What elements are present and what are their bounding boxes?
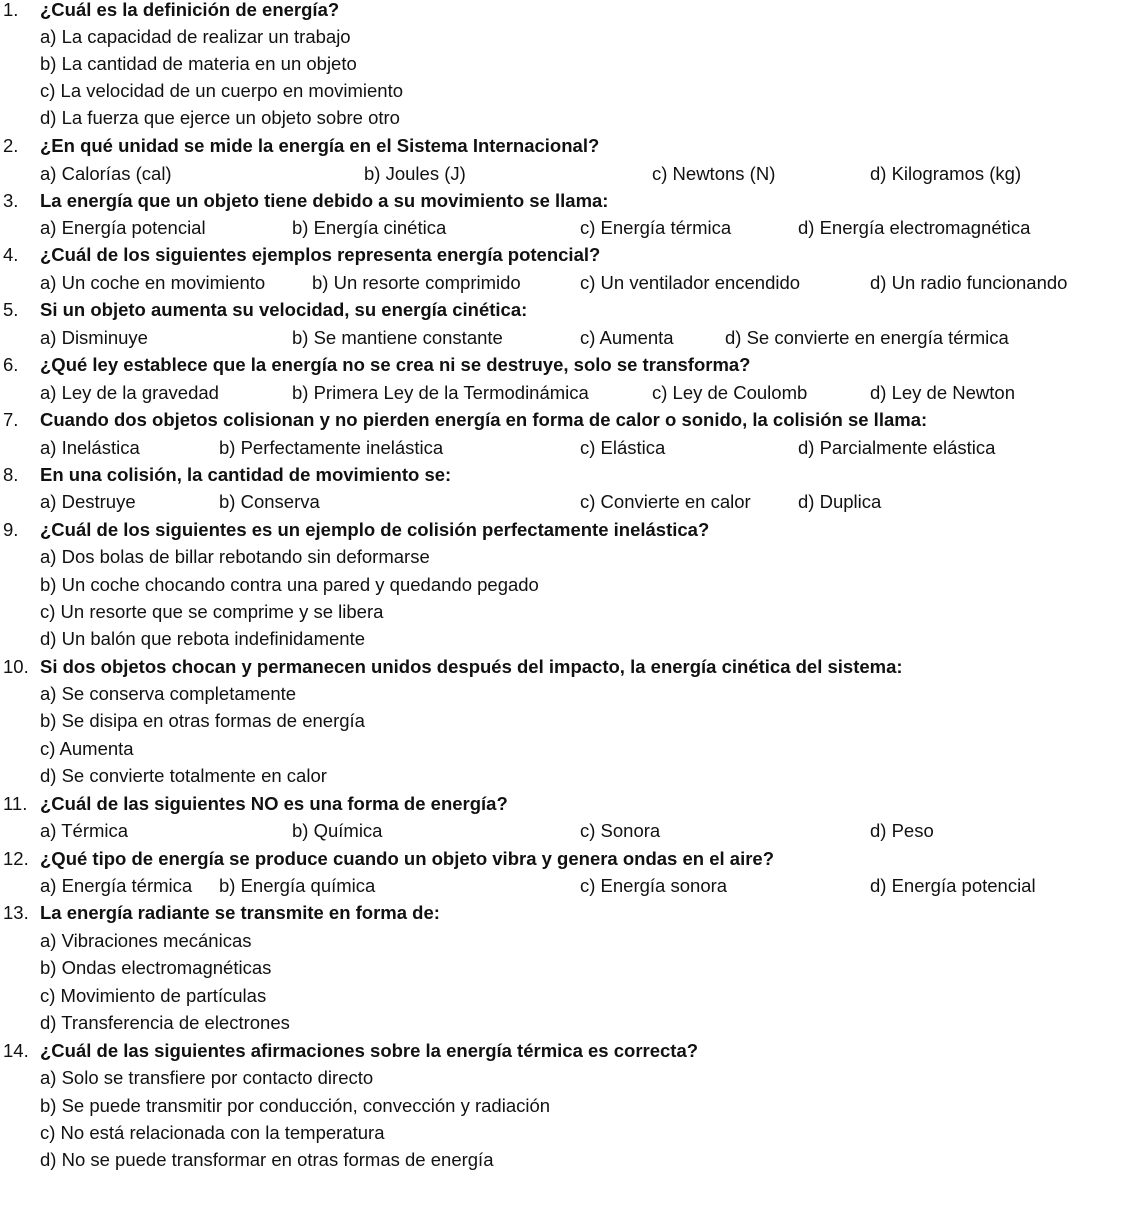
option-c: c) Elástica [580,437,666,458]
question-text: ¿Qué ley establece que la energía no se crea ni se destruye, solo se transforma? [40,354,751,375]
option-a: a) Térmica [40,820,129,841]
question-1-option-row [0,77,1127,104]
option-b: b) Se disipa en otras formas de energía [40,710,365,731]
question-14-option-row [0,1064,1127,1091]
question-number: 7. [3,409,19,430]
option-d: d) Un radio funcionando [870,272,1068,293]
question-11 [0,790,1127,817]
question-3-option-row [0,214,1127,241]
question-number: 3. [3,190,19,211]
question-14-option-row [0,1092,1127,1119]
question-text: En una colisión, la cantidad de movimiento se: [40,464,452,485]
question-5-option-row [0,324,1127,351]
option-c: c) Movimiento de partículas [40,985,267,1006]
option-d: d) Parcialmente elástica [798,437,996,458]
question-13 [0,899,1127,926]
question-text: ¿En qué unidad se mide la energía en el Sistema Internacional? [40,135,600,156]
question-9-option-row [0,625,1127,652]
option-a: a) Solo se transfiere por contacto directo [40,1067,374,1088]
question-text: Si un objeto aumenta su velocidad, su energía cinética: [40,299,528,320]
option-a: a) Inelástica [40,437,140,458]
option-c: c) Sonora [580,820,661,841]
question-number: 2. [3,135,19,156]
option-c: c) Aumenta [580,327,674,348]
option-b: b) Joules (J) [364,163,466,184]
question-6 [0,351,1127,378]
question-number: 14. [3,1040,29,1061]
option-b: b) Ondas electromagnéticas [40,957,272,978]
question-number: 8. [3,464,19,485]
question-10-option-row [0,680,1127,707]
option-b: b) Perfectamente inelástica [219,437,444,458]
question-13-option-row [0,954,1127,981]
question-12-option-row [0,872,1127,899]
option-b: b) Primera Ley de la Termodinámica [292,382,589,403]
option-b: b) Energía cinética [292,217,447,238]
option-d: d) Un balón que rebota indefinidamente [40,628,366,649]
question-5 [0,296,1127,323]
question-1-option-row [0,23,1127,50]
option-b: b) Un coche chocando contra una pared y quedando pegado [40,574,539,595]
option-d: d) Energía electromagnética [798,217,1031,238]
question-2-option-row [0,160,1127,187]
option-d: d) Se convierte totalmente en calor [40,765,327,786]
option-d: d) La fuerza que ejerce un objeto sobre otro [40,107,400,128]
question-10 [0,653,1127,680]
question-13-option-row [0,927,1127,954]
question-6-option-row [0,379,1127,406]
question-4-option-row [0,269,1127,296]
question-text: ¿Cuál es la definición de energía? [40,0,340,20]
option-c: c) Energía térmica [580,217,732,238]
question-7 [0,406,1127,433]
question-7-option-row [0,434,1127,461]
question-10-option-row [0,735,1127,762]
question-14-option-row [0,1146,1127,1173]
question-text: ¿Qué tipo de energía se produce cuando un objeto vibra y genera ondas en el aire? [40,848,774,869]
option-d: d) Kilogramos (kg) [870,163,1022,184]
question-8 [0,461,1127,488]
option-a: a) Se conserva completamente [40,683,297,704]
option-a: a) Destruye [40,491,136,512]
question-1-option-row [0,104,1127,131]
option-d: d) Se convierte en energía térmica [725,327,1009,348]
question-number: 9. [3,519,19,540]
question-text: Cuando dos objetos colisionan y no pierden energía en forma de calor o sonido, la colisión se llama: [40,409,928,430]
question-9-option-row [0,571,1127,598]
question-text: ¿Cuál de los siguientes es un ejemplo de colisión perfectamente inelástica? [40,519,710,540]
question-text: ¿Cuál de las siguientes afirmaciones sobre la energía térmica es correcta? [40,1040,699,1061]
option-c: c) La velocidad de un cuerpo en movimiento [40,80,404,101]
option-b: b) La cantidad de materia en un objeto [40,53,357,74]
option-a: a) Un coche en movimiento [40,272,266,293]
option-a: a) Energía potencial [40,217,206,238]
option-c: c) Convierte en calor [580,491,751,512]
question-number: 11. [3,793,28,814]
option-c: c) No está relacionada con la temperatura [40,1122,385,1143]
option-a: a) Dos bolas de billar rebotando sin deformarse [40,546,430,567]
question-text: La energía que un objeto tiene debido a su movimiento se llama: [40,190,609,211]
option-c: c) Un resorte que se comprime y se libera [40,601,384,622]
question-14-option-row [0,1119,1127,1146]
question-text: ¿Cuál de las siguientes NO es una forma de energía? [40,793,508,814]
question-11-option-row [0,817,1127,844]
question-number: 10. [3,656,29,677]
option-b: b) Energía química [219,875,376,896]
option-d: d) Energía potencial [870,875,1036,896]
option-a: a) Vibraciones mecánicas [40,930,252,951]
option-d: d) Peso [870,820,934,841]
option-b: b) Conserva [219,491,320,512]
option-a: a) Energía térmica [40,875,193,896]
question-1-option-row [0,50,1127,77]
question-9 [0,516,1127,543]
question-14 [0,1037,1127,1064]
question-9-option-row [0,543,1127,570]
option-d: d) No se puede transformar en otras formas de energía [40,1149,494,1170]
option-b: b) Se puede transmitir por conducción, convección y radiación [40,1095,551,1116]
question-text: La energía radiante se transmite en forma de: [40,902,440,923]
option-a: a) Disminuye [40,327,148,348]
question-4 [0,241,1127,268]
option-c: c) Newtons (N) [652,163,776,184]
option-c: c) Ley de Coulomb [652,382,808,403]
question-10-option-row [0,707,1127,734]
question-1 [0,0,1127,23]
option-c: c) Un ventilador encendido [580,272,801,293]
question-text: Si dos objetos chocan y permanecen unidos después del impacto, la energía cinética del sistema: [40,656,903,677]
question-number: 4. [3,244,19,265]
question-number: 1. [3,0,19,20]
option-c: c) Aumenta [40,738,134,759]
question-number: 6. [3,354,19,375]
question-3 [0,187,1127,214]
question-text: ¿Cuál de los siguientes ejemplos representa energía potencial? [40,244,601,265]
question-8-option-row [0,488,1127,515]
option-a: a) La capacidad de realizar un trabajo [40,26,351,47]
option-d: d) Transferencia de electrones [40,1012,290,1033]
question-12 [0,845,1127,872]
option-d: d) Duplica [798,491,882,512]
option-b: b) Química [292,820,383,841]
question-13-option-row [0,1009,1127,1036]
question-13-option-row [0,982,1127,1009]
question-number: 13. [3,902,29,923]
option-c: c) Energía sonora [580,875,728,896]
question-9-option-row [0,598,1127,625]
question-10-option-row [0,762,1127,789]
question-number: 12. [3,848,29,869]
option-a: a) Ley de la gravedad [40,382,219,403]
option-a: a) Calorías (cal) [40,163,172,184]
question-2 [0,132,1127,159]
option-d: d) Ley de Newton [870,382,1016,403]
option-b: b) Un resorte comprimido [312,272,521,293]
question-number: 5. [3,299,19,320]
option-b: b) Se mantiene constante [292,327,503,348]
